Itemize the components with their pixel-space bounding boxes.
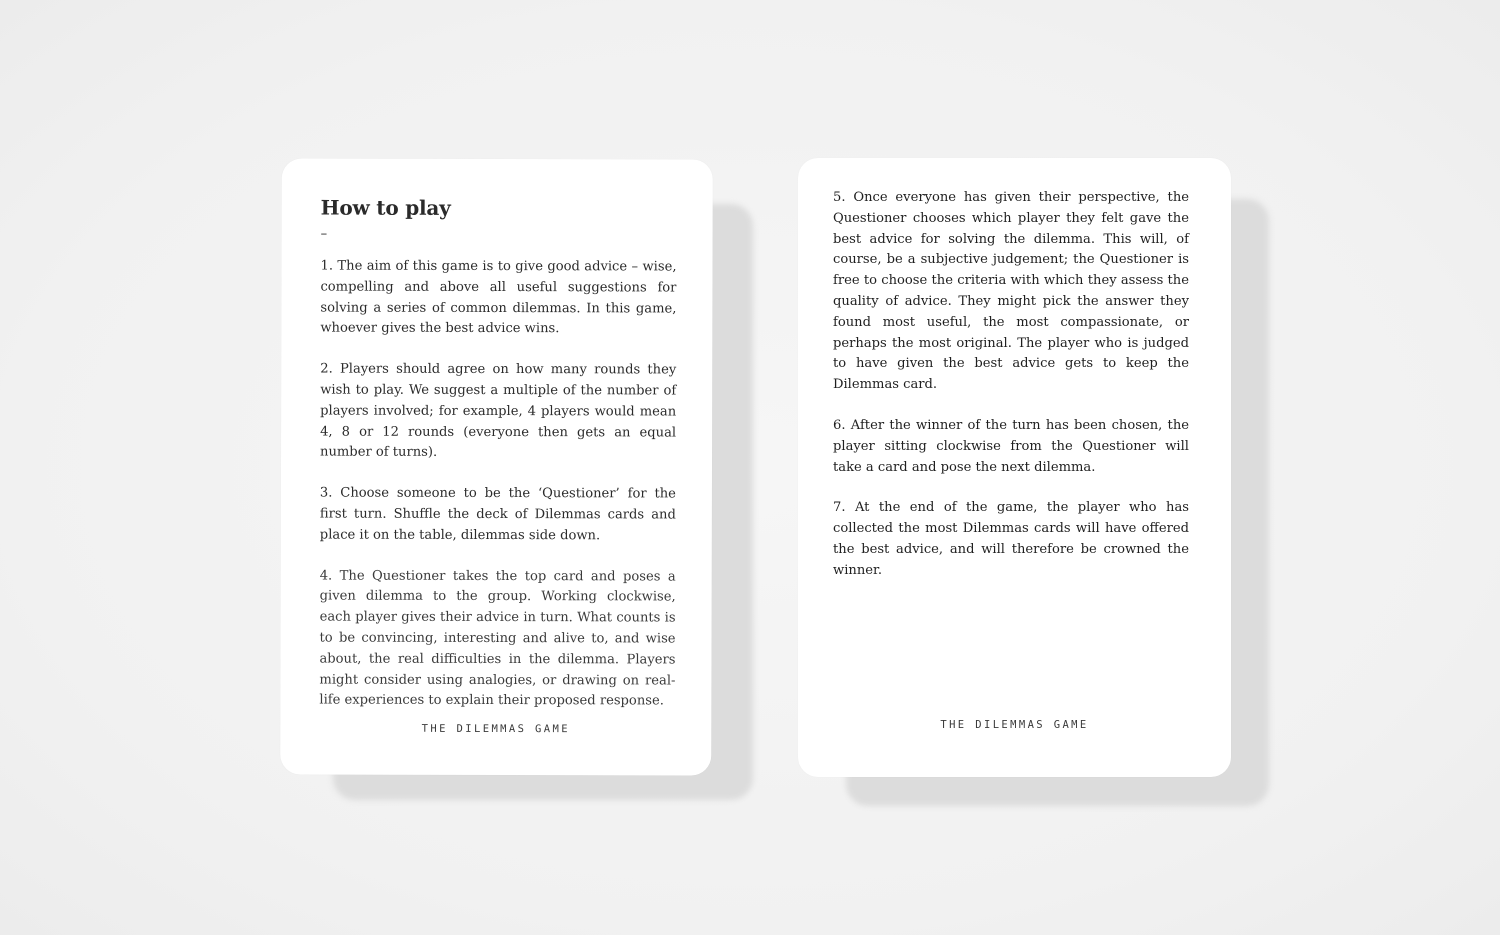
rule-paragraph-1: 1. The aim of this game is to give good advice – wise, compelling and above all useful suggestions for solving a series of common dilemmas. In this game, whoever gives the best advice wins. [320, 258, 677, 337]
rule-paragraph-4: 4. The Questioner takes the top card and poses a given dilemma to the group. Working clockwise, each player gives their advice in turn. What counts is to be convincing, interesting and alive to, and wise about, the real difficulties in the dilemma. Players might consider using analogies, or drawing on real-life experiences to explain their proposed response. [319, 568, 676, 709]
how-to-play-card-front [280, 158, 713, 775]
how-to-play-card-back [798, 158, 1231, 777]
rule-paragraph-3: 3. Choose someone to be the ‘Questioner’ for the first turn. Shuffle the deck of Dilemmas cards and place it on the table, dilemmas side down. [319, 485, 676, 544]
rule-paragraph-2: 2. Players should agree on how many rounds they wish to play. We suggest a multiple of the number of players involved; for example, 4 players would mean 4, 8 or 12 rounds (everyone then gets an equal number of turns). [320, 361, 677, 461]
card-title: How to play [320, 195, 451, 220]
rule-paragraph-6: 6. After the winner of the turn has been chosen, the player sitting clockwise from the Questioner will take a card and pose the next dilemma. [833, 417, 1189, 475]
title-dash: – [320, 226, 328, 242]
rule-paragraph-5: 5. Once everyone has given their perspective, the Questioner chooses which player they felt gave the best advice for solving the dilemma. This will, of course, be a subjective judgement; the Questioner is free to choose the criteria with which they assess the quality of advice. They might pick the answer they found most useful, the most compassionate, or perhaps the most original. The player who is judged to have given the best advice gets to keep the Dilemmas card. [833, 190, 1189, 393]
rule-paragraph-7: 7. At the end of the game, the player who has collected the most Dilemmas cards will have offered the best advice, and will therefore be crowned the winner. [833, 500, 1189, 578]
card-footer-brand: THE DILEMMAS GAME [940, 719, 1089, 731]
card-footer-brand: THE DILEMMAS GAME [421, 722, 570, 736]
